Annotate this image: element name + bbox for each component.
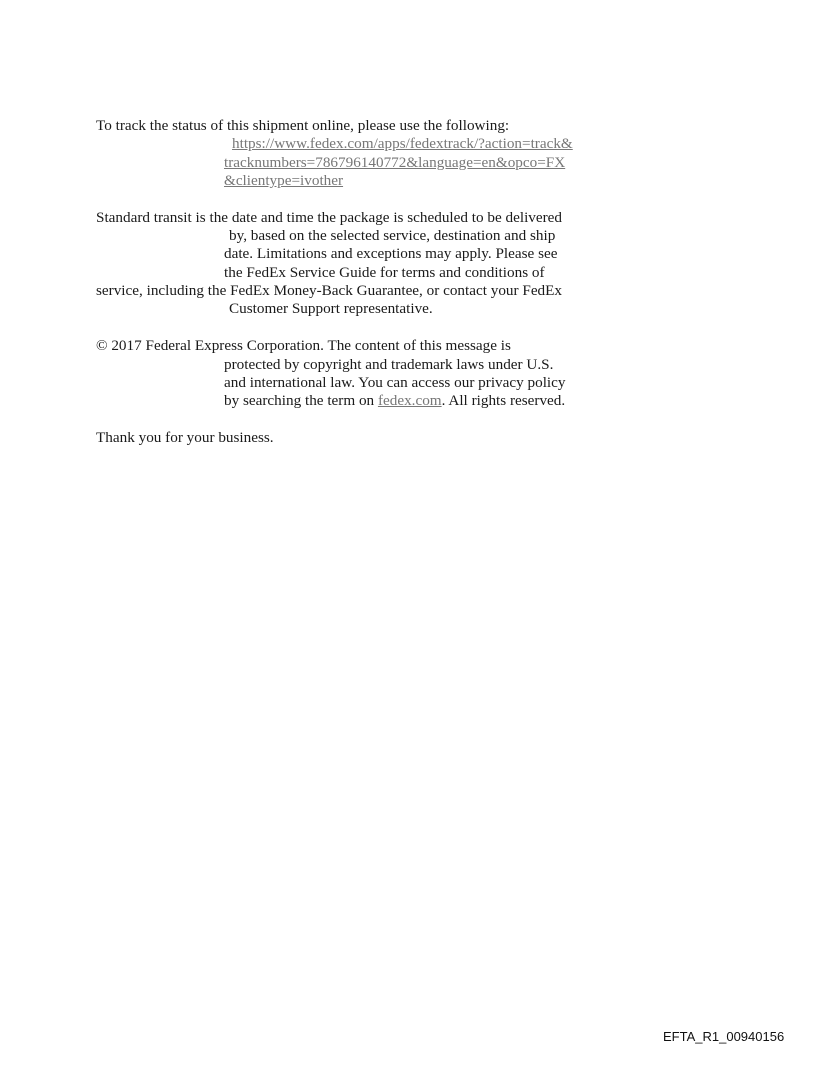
copyright-text-line-3: and international law. You can access our privacy policy bbox=[224, 374, 566, 391]
transit-text-line-3: date. Limitations and exceptions may apply. Please see bbox=[224, 245, 558, 262]
transit-text-line-1: Standard transit is the date and time the package is scheduled to be delivered bbox=[96, 209, 563, 226]
transit-text-line-2: by, based on the selected service, destination and ship bbox=[229, 227, 556, 244]
document-id: EFTA_R1_00940156 bbox=[663, 1029, 785, 1044]
tracking-url-link-line-3[interactable]: &clientype=ivother bbox=[224, 172, 344, 189]
copyright-text-line-4 bbox=[224, 392, 565, 411]
copyright-line-4-prefix: by searching the term on bbox=[224, 392, 378, 409]
copyright-text-line-2: protected by copyright and trademark laws under U.S. bbox=[224, 356, 554, 373]
copyright-text-line-1: © 2017 Federal Express Corporation. The content of this message is bbox=[96, 337, 511, 354]
transit-text-line-5: service, including the FedEx Money-Back Guarantee, or contact your FedEx bbox=[96, 282, 563, 299]
closing-text: Thank you for your business. bbox=[96, 429, 274, 446]
tracking-url-link-line-2[interactable]: tracknumbers=786796140772&language=en&opco=FX bbox=[224, 154, 566, 171]
tracking-url-link-line-1[interactable]: https://www.fedex.com/apps/fedextrack/?action=track& bbox=[232, 135, 573, 152]
tracking-intro: To track the status of this shipment online, please use the following: bbox=[96, 117, 510, 134]
fedex-com-link[interactable]: fedex.com bbox=[377, 392, 442, 409]
copyright-line-4-suffix: . All rights reserved. bbox=[441, 392, 566, 409]
transit-text-line-6: Customer Support representative. bbox=[229, 300, 433, 317]
transit-text-line-4: the FedEx Service Guide for terms and conditions of bbox=[224, 264, 545, 281]
